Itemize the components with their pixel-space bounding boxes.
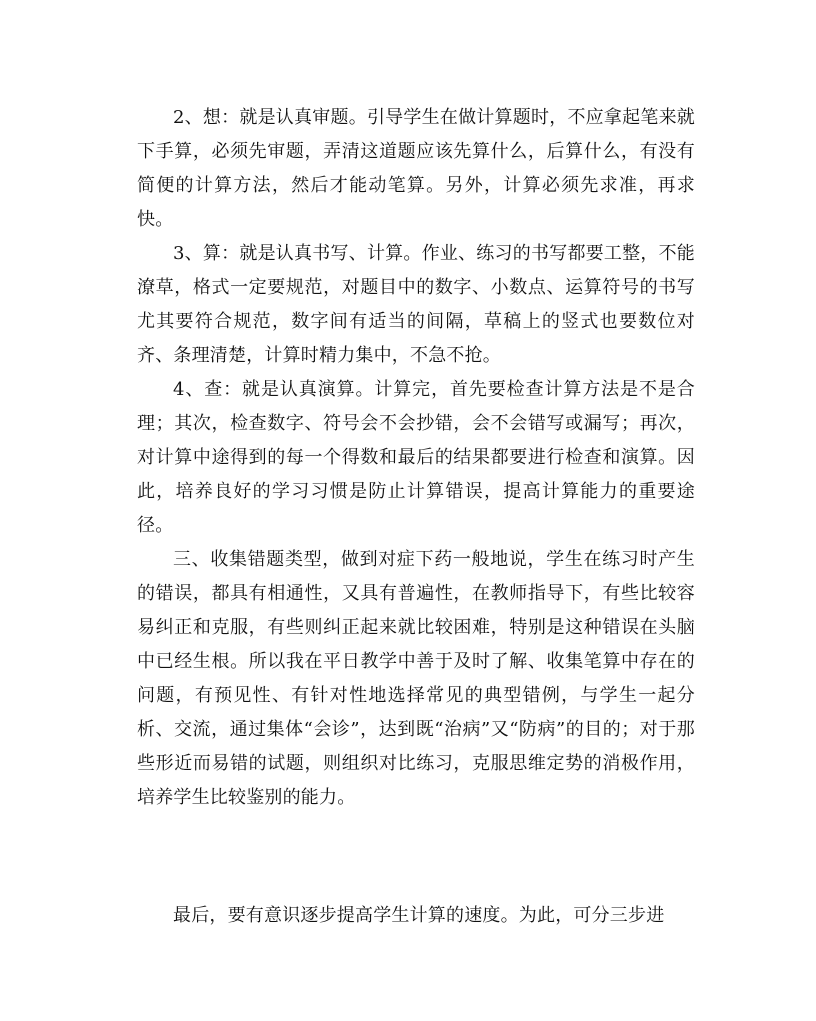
document-body [137,101,695,926]
paragraph-collect-errors: 三、收集错题类型，做到对症下药一般地说，学生在练习时产生的错误，都具有相通性，又具有普遍性，在教师指导下，有些比较容易纠正和克服，有些则纠正起来就比较困难，特别是这种错误在头脑中已经生根。所以我在平日教学中善于及时了解、收集笔算中存在的问题，有预见性、有针对性地选择常见的典型错例，与学生一起分析、交流，通过集体“会诊”，达到既“治病”又“防病”的目的；对于那些形近而易错的试题，则组织对比练习，克服思维定势的消极作用，培养学生比较鉴别的能力。 [137,549,695,808]
paragraph-improve-speed: 最后，要有意识逐步提高学生计算的速度。为此，可分三步进 [173,905,665,926]
paragraph-step-check: 4、查：就是认真演算。计算完，首先要检查计算方法是不是合理；其次，检查数字、符号会不会抄错，会不会错写或漏写；再次，对计算中途得到的每一个得数和最后的结果都要进行检查和演算。因此，培养良好的学习习惯是防止计算错误，提高计算能力的重要途径。 [137,379,695,536]
paragraph-step-think: 2、想：就是认真审题。引导学生在做计算题时，不应拿起笔来就下手算，必须先审题，弄清这道题应该先算什么，后算什么，有没有简便的计算方法，然后才能动笔算。另外，计算必须先求准，再求快。 [137,107,695,230]
paragraph-step-calculate: 3、算：就是认真书写、计算。作业、练习的书写都要工整，不能潦草，格式一定要规范，对题目中的数字、小数点、运算符号的书写尤其要符合规范，数字间有适当的间隔，草稿上的竖式也要数位对齐、条理清楚，计算时精力集中，不急不抢。 [137,243,695,366]
